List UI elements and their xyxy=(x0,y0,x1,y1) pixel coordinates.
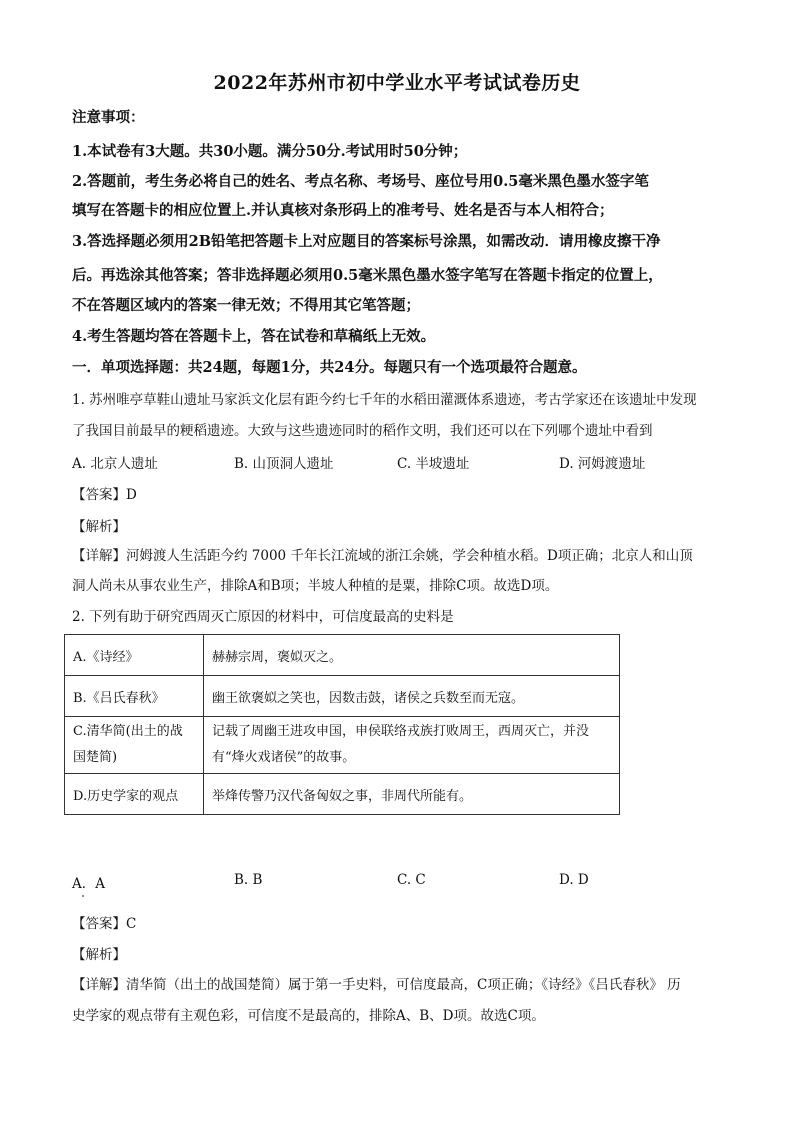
notice-item-2-line-2: 填写在答题卡的相应位置上.并认真核对条形码上的准考号、姓名是否与本人相符合； xyxy=(72,202,614,219)
source-table xyxy=(64,634,620,815)
notice-item-2-line-1: 2.答题前，考生务必将自己的姓名、考点名称、考场号、座位号用0.5毫米黑色墨水签字笔 xyxy=(72,173,649,190)
page-title: 2022年苏州市初中学业水平考试试卷历史 xyxy=(213,72,581,94)
source-cell-line-2: 国楚简) xyxy=(73,750,118,765)
q1-stem-line-1: 1. 苏州唯亭草鞋山遗址马家浜文化层有距今约七千年的水稻田灌溉体系遗迹，考古学家还在该遗址中发现 xyxy=(72,392,697,408)
content-cell-line-2: 有“烽火戏诸侯”的故事。 xyxy=(212,750,356,765)
q1-options xyxy=(72,452,732,472)
q1-option-a: A. 北京人遗址 xyxy=(72,456,158,472)
q1-stem-line-2: 了我国目前最早的粳稻遗迹。大致与这些遗迹同时的稻作文明，我们还可以在下列哪个遗址中看到 xyxy=(72,423,653,439)
notice-item-3-line-1: 3.答选择题必须用2B铅笔把答题卡上对应题目的答案标号涂黑，如需改动．请用橡皮擦干净 xyxy=(72,233,661,250)
notice-item-1: 1.本试卷有3大题。共30小题。满分50分.考试用时50分钟； xyxy=(72,143,468,160)
q1-detail-line-1: 【详解】河姆渡人生活距今约 7000 千年长江流域的浙江余姚，学会种植水稻。D项正确；北京人和山顶 xyxy=(72,548,693,564)
q1-option-d: D. 河姆渡遗址 xyxy=(559,456,646,472)
q2-option-c: C. C xyxy=(397,872,426,888)
content-cell: 举烽传警乃汉代备匈奴之事，非周代所能有。 xyxy=(204,774,620,815)
q2-answer: 【答案】C xyxy=(72,916,137,932)
content-cell: 赫赫宗周，褒姒灭之。 xyxy=(204,635,620,676)
content-cell xyxy=(204,717,620,774)
notice-item-3-line-3: 不在答题区域内的答案一律无效；不得用其它笔答题； xyxy=(72,297,420,314)
q2-option-b: B. B xyxy=(234,872,263,888)
notice-heading: 注意事项： xyxy=(72,109,145,126)
q2-stem: 2. 下列有助于研究西周灭亡原因的材料中，可信度最高的史料是 xyxy=(72,609,454,625)
content-cell-line-1: 记载了周幽王进攻申国，申侯联络戎族打败周王，西周灭亡，并没 xyxy=(212,724,590,739)
notice-item-4: 4.考生答题均答在答题卡上，答在试卷和草稿纸上无效。 xyxy=(72,328,436,345)
q1-answer: 【答案】D xyxy=(72,487,137,503)
source-cell xyxy=(65,717,204,774)
table-row xyxy=(65,774,620,815)
q2-option-a: A．A xyxy=(72,876,105,892)
table-row xyxy=(65,676,620,717)
q2-detail-line-1: 【详解】清华简（出土的战国楚简）属于第一手史料，可信度最高，C项正确；《诗经》《吕氏春秋》 历 xyxy=(72,977,681,993)
q1-option-c: C. 半坡遗址 xyxy=(397,456,470,472)
content-cell: 幽王欲褒姒之笑也，因数击鼓，诸侯之兵数至而无寇。 xyxy=(204,676,620,717)
q2-options xyxy=(72,872,732,892)
stray-dot xyxy=(82,895,84,897)
q2-detail-line-2: 史学家的观点带有主观色彩，可信度不是最高的，排除A、B、D项。故选C项。 xyxy=(72,1008,545,1024)
q1-detail-line-2: 洞人尚未从事农业生产，排除A和B项；半坡人种植的是粟，排除C项。故选D项。 xyxy=(72,578,559,594)
q1-analysis-label: 【解析】 xyxy=(72,519,126,535)
table-row xyxy=(65,717,620,774)
source-cell-line-1: C.清华简(出土的战 xyxy=(73,724,183,739)
notice-item-3-line-2: 后。再选涂其他答案；答非选择题必须用0.5毫米黑色墨水签字笔写在答题卡指定的位置上， xyxy=(72,267,663,284)
q2-option-d: D. D xyxy=(559,872,589,888)
q2-analysis-label: 【解析】 xyxy=(72,947,126,963)
source-cell: D.历史学家的观点 xyxy=(65,774,204,815)
source-cell: B.《吕氏春秋》 xyxy=(65,676,204,717)
section-heading: 一．单项选择题：共24题，每题1分，共24分。每题只有一个选项最符合题意。 xyxy=(72,359,587,376)
table-row xyxy=(65,635,620,676)
source-cell: A.《诗经》 xyxy=(65,635,204,676)
q1-option-b: B. 山顶洞人遗址 xyxy=(234,456,334,472)
